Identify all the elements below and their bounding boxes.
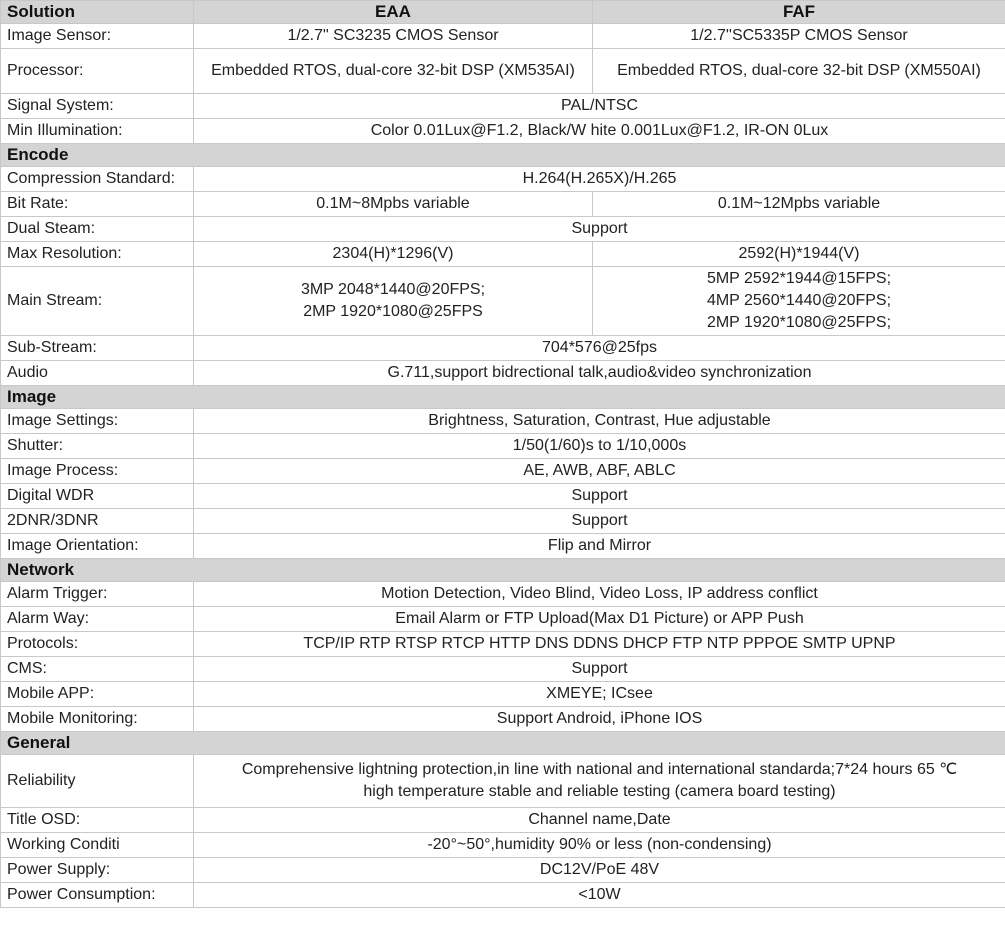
section-header-encode: [1, 144, 1005, 167]
table-row: [1, 808, 1005, 833]
table-row: [1, 94, 1005, 119]
row-label: Protocols:: [1, 632, 194, 657]
table-row: [1, 409, 1005, 434]
row-label: Processor:: [1, 49, 194, 94]
table-row: [1, 361, 1005, 386]
row-label: Signal System:: [1, 94, 194, 119]
section-header-image: [1, 386, 1005, 409]
row-value: AE, AWB, ABF, ABLC: [194, 459, 1005, 484]
reliability-line: high temperature stable and reliable testing (camera board testing): [363, 783, 836, 800]
row-label: 2DNR/3DNR: [1, 509, 194, 534]
row-value: Motion Detection, Video Blind, Video Loss, IP address conflict: [194, 582, 1005, 607]
table-row: [1, 582, 1005, 607]
table-row: [1, 49, 1005, 94]
table-row: [1, 267, 1005, 336]
table-row: [1, 682, 1005, 707]
table-row: [1, 883, 1005, 908]
section-title: Network: [1, 559, 1005, 582]
row-label: Image Settings:: [1, 409, 194, 434]
row-value-faf: Embedded RTOS, dual-core 32-bit DSP (XM550AI): [593, 49, 1005, 94]
stream-line: 2MP 1920*1080@25FPS;: [706, 314, 892, 331]
table-row: [1, 217, 1005, 242]
row-label: Compression Standard:: [1, 167, 194, 192]
row-label: Max Resolution:: [1, 242, 194, 267]
row-value: Support: [194, 217, 1005, 242]
section-header-general: [1, 732, 1005, 755]
table-row: [1, 167, 1005, 192]
row-label: Image Process:: [1, 459, 194, 484]
row-label: Working Conditi: [1, 833, 194, 858]
table-row: [1, 509, 1005, 534]
table-row: [1, 336, 1005, 361]
table-row: [1, 192, 1005, 217]
row-label: Shutter:: [1, 434, 194, 459]
row-label: Digital WDR: [1, 484, 194, 509]
row-label: Alarm Way:: [1, 607, 194, 632]
row-value: Flip and Mirror: [194, 534, 1005, 559]
row-value: TCP/IP RTP RTSP RTCP HTTP DNS DDNS DHCP FTP NTP PPPOE SMTP UPNP: [194, 632, 1005, 657]
row-label: Dual Steam:: [1, 217, 194, 242]
row-label: Mobile APP:: [1, 682, 194, 707]
table-row: [1, 833, 1005, 858]
row-value-eaa: Embedded RTOS, dual-core 32-bit DSP (XM535AI): [194, 49, 593, 94]
row-value: Support Android, iPhone IOS: [194, 707, 1005, 732]
header-eaa: EAA: [194, 1, 593, 24]
row-value: Brightness, Saturation, Contrast, Hue adjustable: [194, 409, 1005, 434]
row-label: Audio: [1, 361, 194, 386]
table-row: [1, 657, 1005, 682]
row-label: Reliability: [1, 755, 194, 808]
stream-line: 5MP 2592*1944@15FPS;: [706, 270, 892, 287]
row-value: <10W: [194, 883, 1005, 908]
table-row: [1, 858, 1005, 883]
row-label: Min Illumination:: [1, 119, 194, 144]
row-value: Support: [194, 509, 1005, 534]
row-value: DC12V/PoE 48V: [194, 858, 1005, 883]
stream-line: 2MP 1920*1080@25FPS: [303, 303, 483, 320]
row-label: CMS:: [1, 657, 194, 682]
row-value: Support: [194, 484, 1005, 509]
row-label: Image Sensor:: [1, 24, 194, 49]
table-header-row: [1, 1, 1005, 24]
section-title: Encode: [1, 144, 1005, 167]
row-value-eaa: [194, 267, 593, 336]
row-value-faf: 2592(H)*1944(V): [593, 242, 1005, 267]
table-row: [1, 242, 1005, 267]
header-faf: FAF: [593, 1, 1005, 24]
row-value: Channel name,Date: [194, 808, 1005, 833]
row-value: Color 0.01Lux@F1.2, Black/W hite 0.001Lux@F1.2, IR-ON 0Lux: [194, 119, 1005, 144]
table-row: [1, 607, 1005, 632]
row-value: -20°~50°,humidity 90% or less (non-condensing): [194, 833, 1005, 858]
row-value: H.264(H.265X)/H.265: [194, 167, 1005, 192]
stream-line: 3MP 2048*1440@20FPS;: [300, 281, 486, 298]
row-value-faf: [593, 267, 1005, 336]
table-row: [1, 484, 1005, 509]
row-value-faf: 0.1M~12Mpbs variable: [593, 192, 1005, 217]
table-row: [1, 534, 1005, 559]
table-row: [1, 459, 1005, 484]
header-solution: Solution: [1, 1, 194, 24]
row-label: Image Orientation:: [1, 534, 194, 559]
section-header-network: [1, 559, 1005, 582]
row-label: Mobile Monitoring:: [1, 707, 194, 732]
table-row: [1, 434, 1005, 459]
table-row: [1, 24, 1005, 49]
table-row: [1, 632, 1005, 657]
row-value-eaa: 1/2.7" SC3235 CMOS Sensor: [194, 24, 593, 49]
row-label: Sub-Stream:: [1, 336, 194, 361]
row-value: Email Alarm or FTP Upload(Max D1 Picture) or APP Push: [194, 607, 1005, 632]
table-row: [1, 707, 1005, 732]
row-value: [194, 755, 1005, 808]
reliability-line: Comprehensive lightning protection,in line with national and international standarda;7*24 hours 65 ℃: [241, 761, 958, 778]
section-title: General: [1, 732, 1005, 755]
table-row: [1, 755, 1005, 808]
row-value: 1/50(1/60)s to 1/10,000s: [194, 434, 1005, 459]
row-value: XMEYE; ICsee: [194, 682, 1005, 707]
row-label: Title OSD:: [1, 808, 194, 833]
row-value-faf: 1/2.7''SC5335P CMOS Sensor: [593, 24, 1005, 49]
row-value: Support: [194, 657, 1005, 682]
row-value: G.711,support bidrectional talk,audio&video synchronization: [194, 361, 1005, 386]
section-title: Image: [1, 386, 1005, 409]
row-label: Bit Rate:: [1, 192, 194, 217]
row-value-eaa: 2304(H)*1296(V): [194, 242, 593, 267]
row-value: 704*576@25fps: [194, 336, 1005, 361]
row-label: Main Stream:: [1, 267, 194, 336]
stream-line: 4MP 2560*1440@20FPS;: [706, 292, 892, 309]
row-label: Alarm Trigger:: [1, 582, 194, 607]
table-row: [1, 119, 1005, 144]
row-value: PAL/NTSC: [194, 94, 1005, 119]
row-value-eaa: 0.1M~8Mpbs variable: [194, 192, 593, 217]
row-label: Power Supply:: [1, 858, 194, 883]
row-label: Power Consumption:: [1, 883, 194, 908]
